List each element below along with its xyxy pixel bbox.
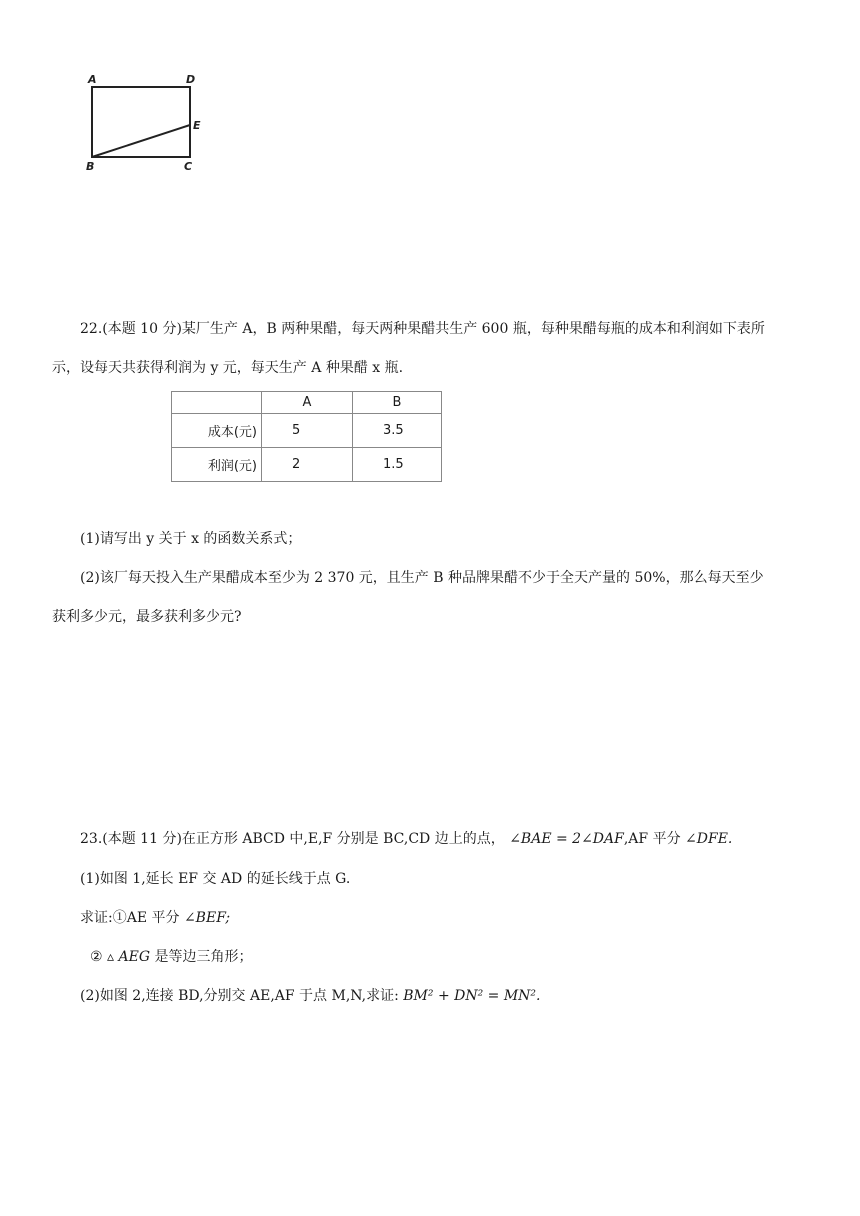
- table-cell: 成本(元): [172, 414, 262, 448]
- q23-line-1-text: 23.(本题 11 分)在正方形 ABCD 中,E,F 分别是 BC,CD 边上的点，: [80, 831, 505, 847]
- table-cell: 2: [262, 448, 353, 482]
- rectangle-figure: [80, 70, 210, 180]
- q23-line-1-mid: ,AF 平分: [623, 831, 686, 847]
- q23-proof-1-text: 求证:①AE 平分: [80, 910, 184, 926]
- vertex-label-e: E: [193, 119, 201, 132]
- rectangle-abcd: [92, 87, 190, 157]
- segment-be: [92, 125, 190, 157]
- table-header-cell: [172, 392, 262, 414]
- table-cell: 3.5: [353, 414, 442, 448]
- q23-triangle-aeg: ▵ AEG: [107, 949, 151, 965]
- vertex-label-d: D: [186, 73, 196, 86]
- vertex-label-a: A: [88, 73, 97, 86]
- q23-proof-2-text: 是等边三角形；: [150, 949, 253, 965]
- q22-part-2-line-2: 获利多少元，最多获利多少元?: [52, 609, 242, 625]
- q23-equation: BM² + DN² = MN².: [403, 988, 541, 1004]
- q23-proof-2: [90, 946, 252, 966]
- q23-line-1: [80, 828, 732, 848]
- q23-angle-dfe: ∠DFE.: [685, 831, 733, 847]
- q23-part-1: (1)如图 1,延长 EF 交 AD 的延长线于点 G.: [80, 871, 351, 887]
- table-header-cell: B: [353, 392, 442, 414]
- table-cell: 利润(元): [172, 448, 262, 482]
- table-header-cell: A: [262, 392, 353, 414]
- q23-angle-bef: ∠BEF;: [183, 910, 231, 926]
- vertex-label-c: C: [184, 160, 193, 173]
- q22-line-1: 22.(本题 10 分)某厂生产 A，B 两种果醋，每天两种果醋共生产 600 瓶，每种果醋每瓶的成本和利润如下表所: [80, 321, 765, 337]
- table-row: [172, 414, 442, 448]
- q23-part-2: [80, 985, 541, 1005]
- q23-part-2-text: (2)如图 2,连接 BD,分别交 AE,AF 于点 M,N,求证:: [80, 988, 404, 1004]
- q22-line-2: 示，设每天共获得利润为 y 元，每天生产 A 种果醋 x 瓶.: [52, 360, 404, 376]
- q23-proof-1: [80, 907, 230, 927]
- q22-part-2-line-1: (2)该厂每天投入生产果醋成本至少为 2 370 元，且生产 B 种品牌果醋不少于全天产量的 50%，那么每天至少: [80, 570, 764, 586]
- vertex-label-b: B: [86, 160, 95, 173]
- table-cell: 1.5: [353, 448, 442, 482]
- cost-profit-table: [171, 391, 442, 482]
- table-header-row: [172, 392, 442, 414]
- q22-part-1: (1)请写出 y 关于 x 的函数关系式；: [80, 531, 302, 547]
- q23-angle-relation: ∠BAE = 2∠DAF: [509, 831, 624, 847]
- q23-proof-2-number: ②: [90, 949, 108, 965]
- table-row: [172, 448, 442, 482]
- table-cell: 5: [262, 414, 353, 448]
